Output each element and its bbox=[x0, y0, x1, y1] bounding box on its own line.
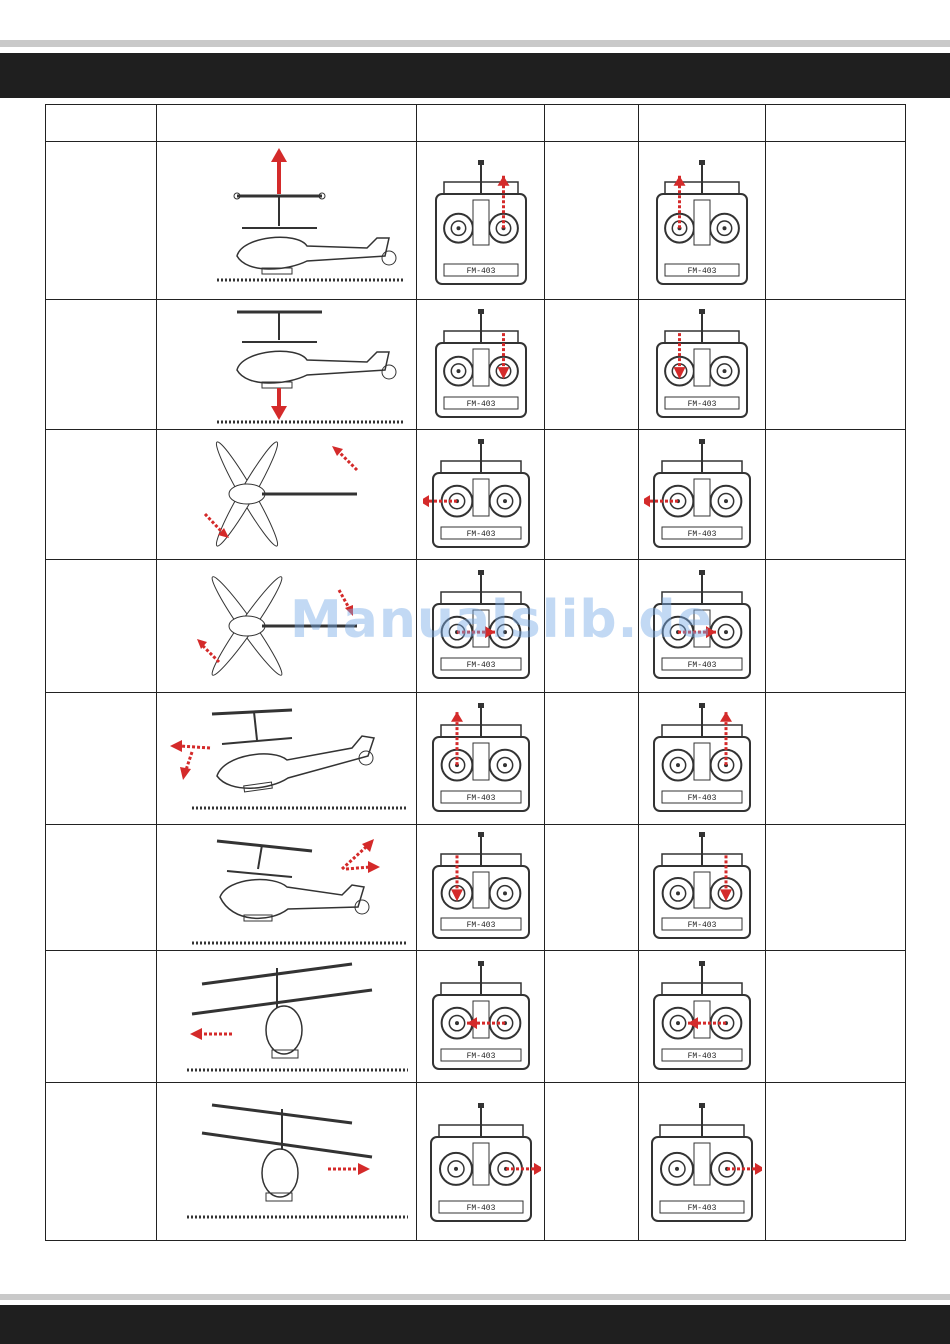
transmitter-icon bbox=[423, 828, 539, 948]
transmitter-cell-a bbox=[417, 1083, 545, 1241]
transmitter-cell-b bbox=[639, 1083, 766, 1241]
notes-cell bbox=[766, 560, 906, 693]
header-cell bbox=[545, 105, 639, 142]
svg-text:FM-403: FM-403 bbox=[466, 1051, 495, 1061]
header-cell bbox=[157, 105, 417, 142]
notes-cell bbox=[766, 142, 906, 300]
transmitter-cell-b bbox=[639, 142, 766, 300]
bottom-gray-rule bbox=[0, 1294, 950, 1300]
label-cell bbox=[46, 560, 157, 693]
transmitter-icon bbox=[426, 303, 536, 427]
transmitter-icon bbox=[421, 1092, 541, 1232]
transmitter-icon bbox=[644, 955, 760, 1079]
header-cell bbox=[766, 105, 906, 142]
watermark-text: Manualslib.de bbox=[290, 590, 713, 650]
helicopter-forward-illustration bbox=[162, 696, 412, 822]
header-cell bbox=[639, 105, 766, 142]
header-cell bbox=[46, 105, 157, 142]
svg-text:FM-403: FM-403 bbox=[466, 399, 495, 409]
helicopter-illustration-cell bbox=[157, 430, 417, 560]
top-gray-rule bbox=[0, 40, 950, 47]
right-arrow bbox=[328, 1163, 370, 1175]
transmitter-cell-a bbox=[417, 825, 545, 951]
helicopter-side-up-illustration bbox=[167, 146, 407, 296]
helicopter-illustration-cell bbox=[157, 825, 417, 951]
blank-cell bbox=[545, 951, 639, 1083]
blank-cell bbox=[545, 1083, 639, 1241]
transmitter-cell-b bbox=[639, 825, 766, 951]
down-arrow bbox=[271, 388, 287, 420]
transmitter-cell-a bbox=[417, 693, 545, 825]
helicopter-front-right-illustration bbox=[162, 1087, 412, 1237]
svg-text:FM-403: FM-403 bbox=[466, 1203, 495, 1213]
up-arrow bbox=[271, 148, 287, 194]
transmitter-cell-a bbox=[417, 142, 545, 300]
helicopter-illustration-cell bbox=[157, 300, 417, 430]
label-cell bbox=[46, 825, 157, 951]
helicopter-illustration-cell bbox=[157, 1083, 417, 1241]
notes-cell bbox=[766, 825, 906, 951]
notes-cell bbox=[766, 300, 906, 430]
helicopter-illustration-cell bbox=[157, 693, 417, 825]
table-header-row bbox=[46, 105, 906, 142]
svg-text:FM-403: FM-403 bbox=[687, 1051, 717, 1061]
blank-cell bbox=[545, 142, 639, 300]
transmitter-cell-b bbox=[639, 951, 766, 1083]
transmitter-cell-a bbox=[417, 430, 545, 560]
helicopter-side-down-illustration bbox=[167, 302, 407, 428]
svg-text:FM-403: FM-403 bbox=[687, 661, 717, 670]
transmitter-cell-b bbox=[639, 430, 766, 560]
left-arrow bbox=[190, 1028, 232, 1040]
transmitter-icon bbox=[426, 146, 536, 296]
transmitter-cell-b bbox=[639, 693, 766, 825]
transmitter-cell-a bbox=[417, 300, 545, 430]
transmitter-icon bbox=[423, 433, 539, 557]
svg-text:FM-403: FM-403 bbox=[466, 920, 495, 930]
notes-cell bbox=[766, 693, 906, 825]
label-cell bbox=[46, 430, 157, 560]
svg-text:FM-403: FM-403 bbox=[687, 399, 717, 409]
control-table bbox=[45, 104, 906, 1241]
table-row bbox=[46, 430, 906, 560]
backward-arrow bbox=[342, 839, 380, 873]
notes-cell bbox=[766, 1083, 906, 1241]
svg-text:FM-403: FM-403 bbox=[687, 920, 717, 930]
helicopter-backward-illustration bbox=[162, 827, 412, 949]
blank-cell bbox=[545, 825, 639, 951]
table-row bbox=[46, 300, 906, 430]
transmitter-icon bbox=[647, 146, 757, 296]
transmitter-icon bbox=[423, 955, 539, 1079]
svg-text:FM-403: FM-403 bbox=[687, 1203, 717, 1213]
header-cell bbox=[417, 105, 545, 142]
svg-text:FM-403: FM-403 bbox=[687, 793, 717, 803]
label-cell bbox=[46, 1083, 157, 1241]
table-row bbox=[46, 693, 906, 825]
notes-cell bbox=[766, 951, 906, 1083]
transmitter-cell-a bbox=[417, 951, 545, 1083]
helicopter-front-left-illustration bbox=[162, 954, 412, 1080]
label-cell bbox=[46, 300, 157, 430]
blank-cell bbox=[545, 430, 639, 560]
table-row bbox=[46, 142, 906, 300]
svg-text:FM-403: FM-403 bbox=[466, 793, 495, 803]
blank-cell bbox=[545, 300, 639, 430]
transmitter-icon bbox=[423, 697, 539, 821]
transmitter-icon bbox=[647, 303, 757, 427]
svg-text:FM-403: FM-403 bbox=[687, 266, 717, 276]
transmitter-icon bbox=[642, 1092, 762, 1232]
header-bar bbox=[0, 53, 950, 98]
footer-bar bbox=[0, 1305, 950, 1344]
helicopter-illustration-cell bbox=[157, 142, 417, 300]
transmitter-icon bbox=[644, 828, 760, 948]
label-cell bbox=[46, 142, 157, 300]
transmitter-cell-b bbox=[639, 300, 766, 430]
label-cell bbox=[46, 951, 157, 1083]
forward-arrow bbox=[170, 740, 210, 780]
svg-text:FM-403: FM-403 bbox=[466, 529, 495, 539]
svg-text:FM-403: FM-403 bbox=[466, 661, 495, 670]
table-row bbox=[46, 825, 906, 951]
notes-cell bbox=[766, 430, 906, 560]
svg-text:FM-403: FM-403 bbox=[687, 529, 717, 539]
transmitter-icon bbox=[644, 433, 760, 557]
label-cell bbox=[46, 693, 157, 825]
svg-text:FM-403: FM-403 bbox=[466, 266, 495, 276]
transmitter-icon bbox=[644, 697, 760, 821]
blank-cell bbox=[545, 693, 639, 825]
table-row bbox=[46, 951, 906, 1083]
helicopter-illustration-cell bbox=[157, 951, 417, 1083]
helicopter-top-view-illustration bbox=[167, 432, 407, 558]
table-row bbox=[46, 1083, 906, 1241]
